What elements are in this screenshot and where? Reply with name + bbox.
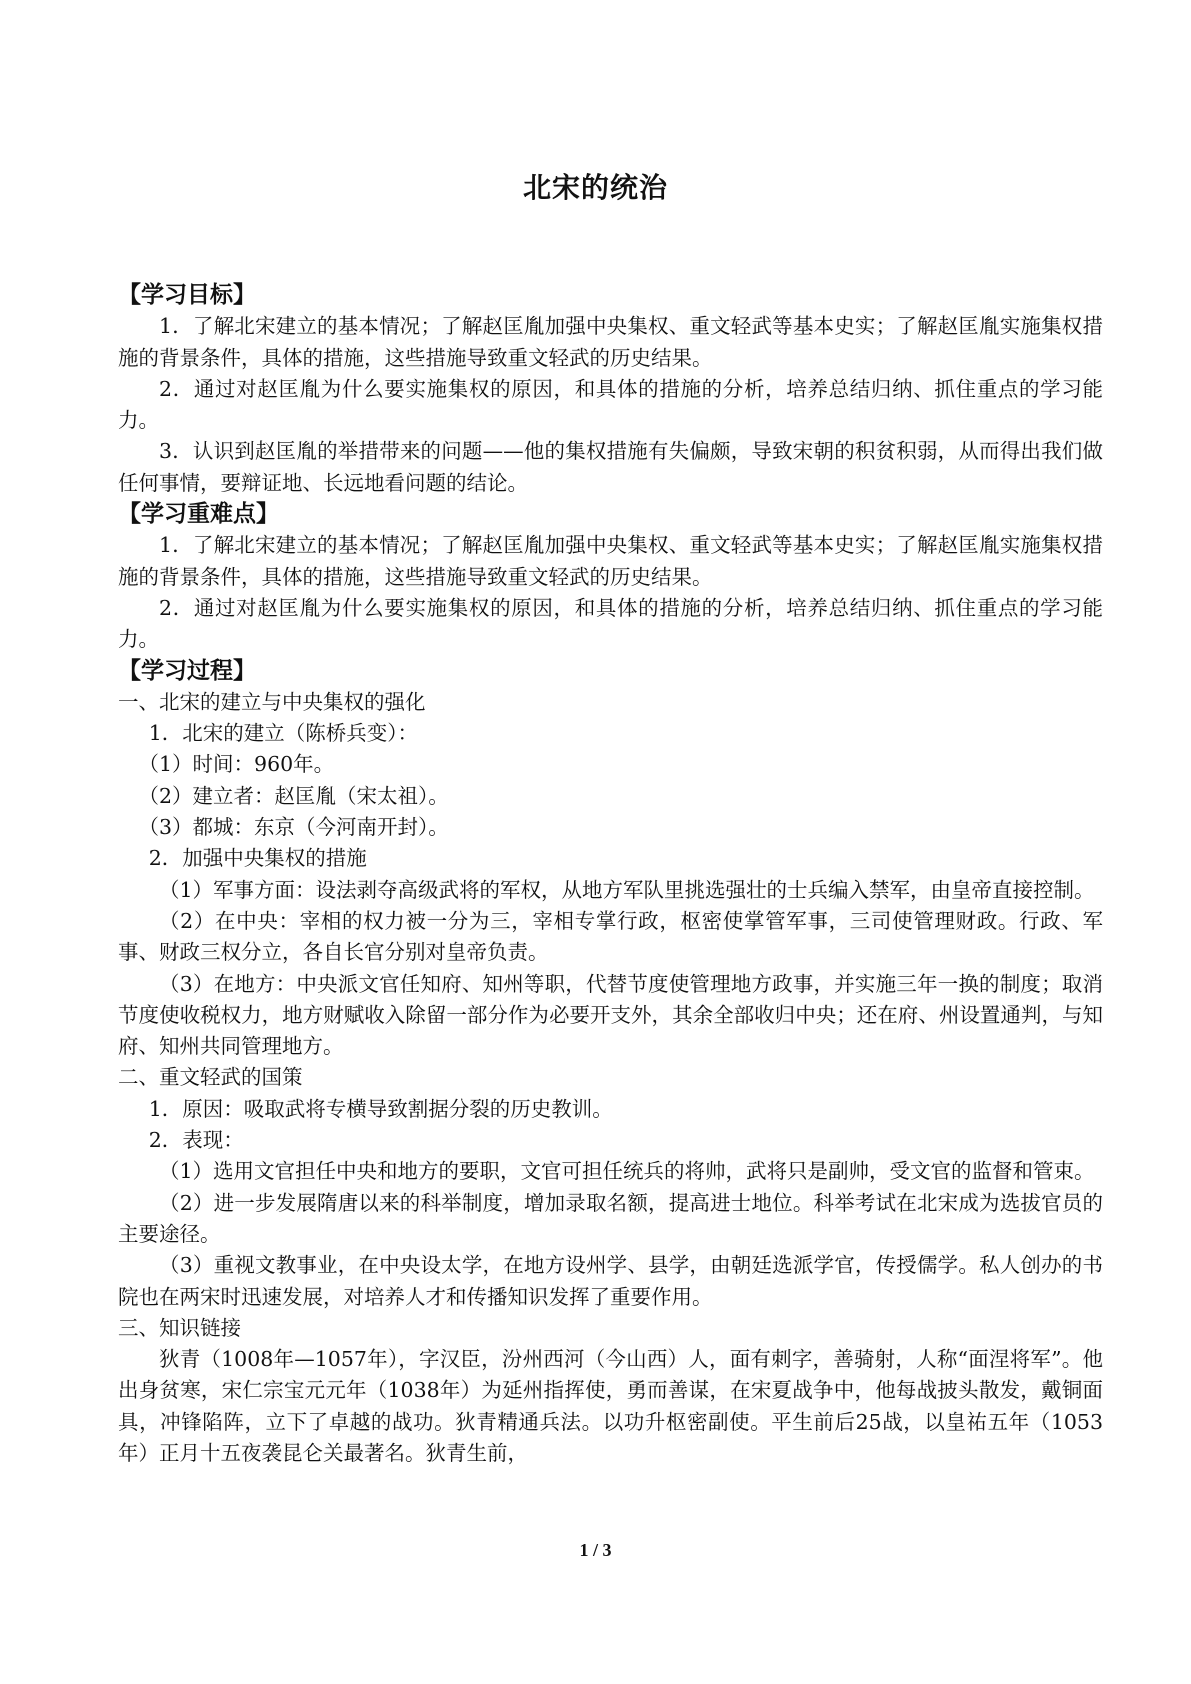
part1-heading: 一、北宋的建立与中央集权的强化	[118, 689, 426, 714]
part1-subitem: （1）时间：960年。	[138, 752, 335, 777]
part1-item: 2．加强中央集权的措施	[148, 846, 367, 871]
goals-heading: 【学习目标】	[118, 282, 256, 308]
process-heading: 【学习过程】	[118, 657, 256, 684]
part3-heading: 三、知识链接	[118, 1315, 241, 1340]
goal-item: 2．通过对赵匡胤为什么要实施集权的原因，和具体的措施的分析，培养总结归纳、抓住重点的学习能力。	[118, 376, 1103, 433]
page-title: 北宋的统治	[522, 171, 668, 204]
part1-subitem: （2）建立者：赵匡胤（宋太祖）。	[138, 783, 449, 808]
document-body	[118, 280, 1103, 1469]
part1-subitem: （3）都城：东京（今河南开封）。	[138, 815, 449, 840]
goal-item: 3．认识到赵匡胤的举措带来的问题——他的集权措施有失偏颇，导致宋朝的积贫积弱，从而得出我们做任何事情，要辩证地、长远地看问题的结论。	[118, 439, 1103, 495]
key-point-item: 1．了解北宋建立的基本情况；了解赵匡胤加强中央集权、重文轻武等基本史实；了解赵匡胤实施集权措施的背景条件，具体的措施，这些措施导致重文轻武的历史结果。	[118, 533, 1103, 589]
part1-subitem: （3）在地方：中央派文官任知府、知州等职，代替节度使管理地方政事，并实施三年一换的制度；取消节度使收税权力，地方财赋收入除留一部分作为必要开支外，其余全部收归中央；还在府、州设置通判，与知府、知州共同管理地方。	[118, 971, 1103, 1059]
part2-subitem: （3）重视文教事业，在中央设太学，在地方设州学、县学，由朝廷选派学官，传授儒学。私人创办的书院也在两宋时迅速发展，对培养人才和传播知识发挥了重要作用。	[118, 1253, 1103, 1309]
key-points-heading: 【学习重难点】	[118, 501, 279, 528]
part2-heading: 二、重文轻武的国策	[118, 1065, 303, 1090]
part1-subitem: （1）军事方面：设法剥夺高级武将的军权，从地方军队里挑选强壮的士兵编入禁军，由皇帝直接控制。	[159, 877, 1095, 902]
part2-subitem: （2）进一步发展隋唐以来的科举制度，增加录取名额，提高进士地位。科举考试在北宋成为选拔官员的主要途径。	[118, 1190, 1103, 1246]
part2-subitem: （1）选用文官担任中央和地方的要职，文官可担任统兵的将帅，武将只是副帅，受文官的监督和管束。	[159, 1159, 1095, 1184]
part1-item: 1．北宋的建立（陈桥兵变）：	[148, 721, 419, 746]
part2-item: 1．原因：吸取武将专横导致割据分裂的历史教训。	[148, 1096, 613, 1121]
key-point-item: 2．通过对赵匡胤为什么要实施集权的原因，和具体的措施的分析，培养总结归纳、抓住重点的学习能力。	[118, 595, 1103, 652]
part2-item: 2．表现：	[148, 1128, 244, 1153]
part1-subitem: （2）在中央：宰相的权力被一分为三，宰相专掌行政，枢密使掌管军事，三司使管理财政。行政、军事、财政三权分立，各自长官分别对皇帝负责。	[118, 908, 1103, 965]
page-number: 1 / 3	[579, 1540, 612, 1560]
part3-paragraph: 狄青（1008年—1057年），字汉臣，汾州西河（今山西）人，面有刺字，善骑射，人称“面涅将军”。他出身贫寒，宋仁宗宝元元年（1038年）为延州指挥使，勇而善谋，在宋夏战争中，他每战披头散发，戴铜面具，冲锋陷阵，立下了卓越的战功。狄青精通兵法。以功升枢密副使。平生前后25战，以皇祐五年（1053年）正月十五夜袭昆仑关最著名。狄青生前，	[118, 1347, 1103, 1465]
goal-item: 1．了解北宋建立的基本情况；了解赵匡胤加强中央集权、重文轻武等基本史实；了解赵匡胤实施集权措施的背景条件，具体的措施，这些措施导致重文轻武的历史结果。	[118, 314, 1103, 370]
